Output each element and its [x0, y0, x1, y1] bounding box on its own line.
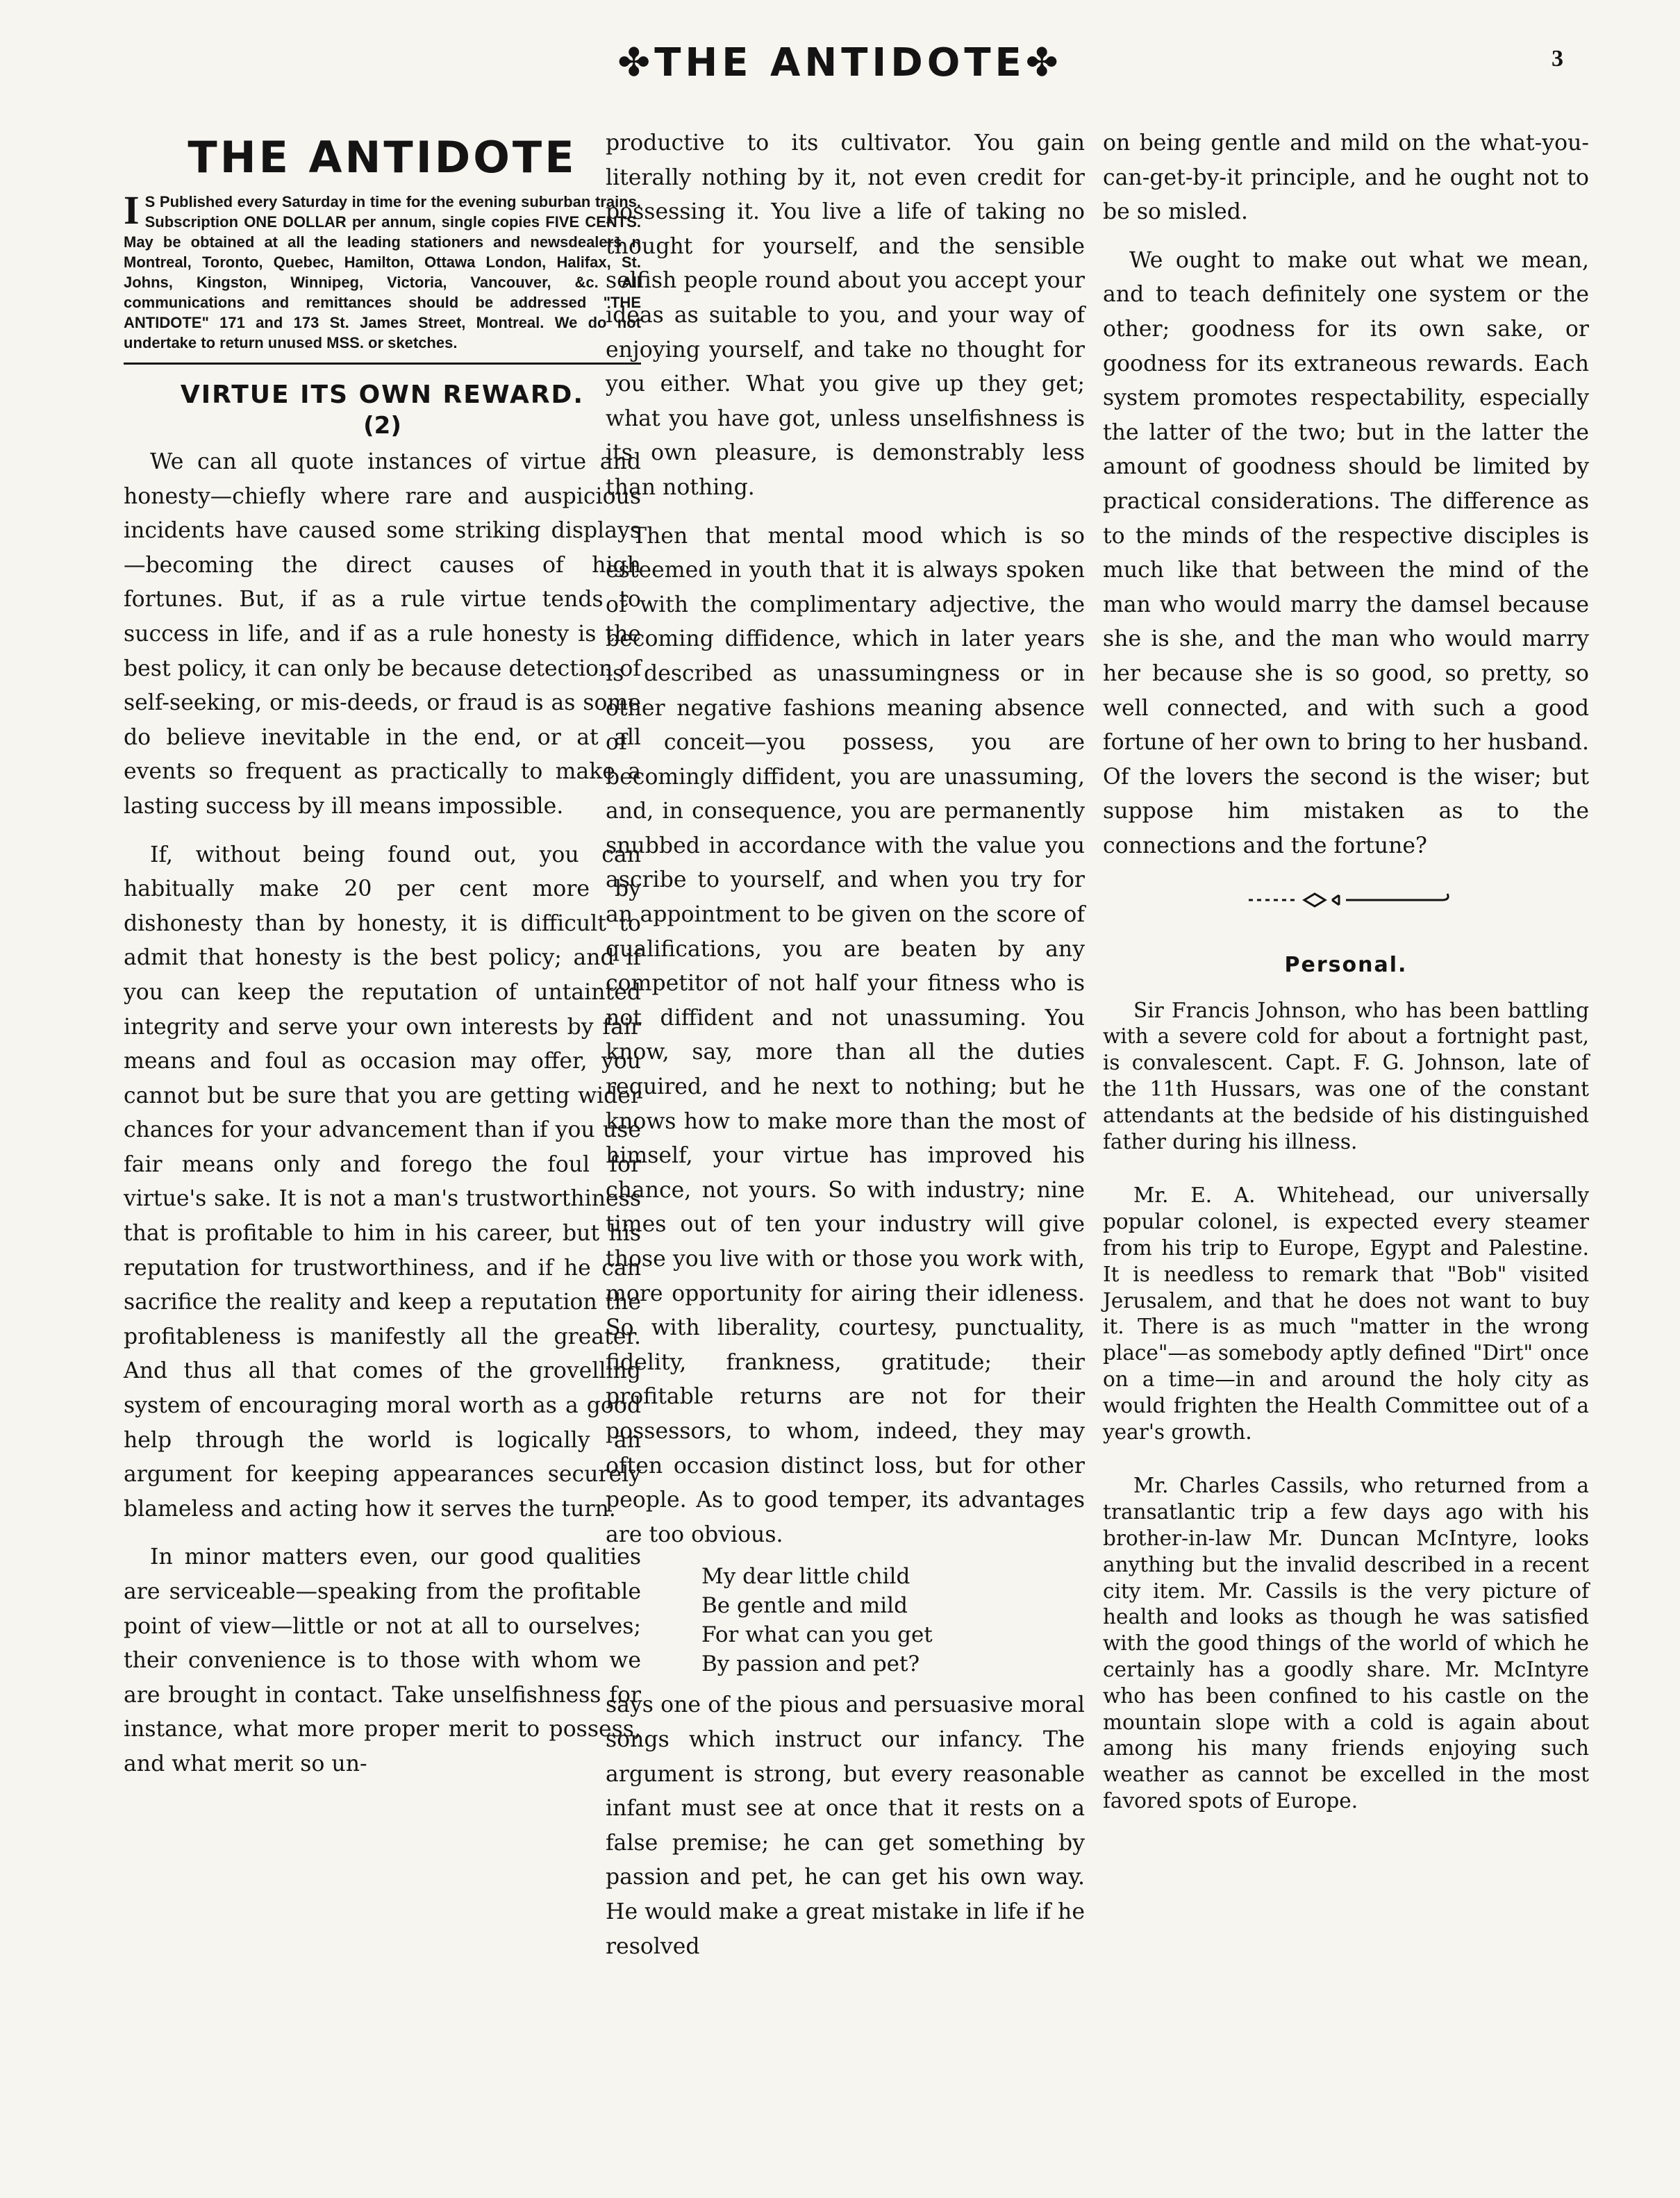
publication-notice-text: S Published every Saturday in time for the evening suburban trains. Subscription ONE DOLLAR per annum, single copies FIVE CENTS. May be obtained at all the leading stationers and newsdealers n Montreal, Toronto, Quebec, Hamilton, Ottawa London, Halifax, St. Johns, Kingston, Winnipeg, Victoria, Vancouver, &c. All communications and remittances should be addressed "THE ANTIDOTE" 171 and 173 St. James Street, Montreal. We do not undertake to return unused MSS. or sketches.	[124, 193, 641, 351]
verse-line: Be gentle and mild	[701, 1593, 908, 1619]
verse-line: By passion and pet?	[701, 1651, 920, 1677]
article-title: VIRTUE ITS OWN REWARD.	[180, 381, 585, 409]
article-paragraph: We ought to make out what we mean, and to teach definitely one system or the other; goodness for its own sake, or goodness for its extraneous rewards. Each system promotes respectability, especially the latter of the two; but in the latter the amount of goodness should be limited by practical considerations. The difference as to the minds of the respective disciples is much like that between the mind of the man who would marry the damsel because she is she, and the man who would marry her because she is so good, so pretty, so well connected, and with such a good fortune of her own to bring to her husband. Of the lovers the second is the wiser; but suppose him mistaken as to the connections and the fortune?	[1103, 247, 1589, 858]
personal-news	[1103, 998, 1589, 1815]
article-paragraph: In minor matters even, our good qualities are serviceable—speaking from the profitable point of view—little or not at all to ourselves; their convenience is to those with whom we are brought in contact. Take unselfishness for instance, what more proper merit to possess, and what merit so un-	[124, 1545, 641, 1776]
verse	[701, 1562, 1085, 1679]
masthead-title: ✤THE ANTIDOTE✤	[617, 40, 1063, 85]
news-item: Mr. Charles Cassils, who returned from a transatlantic trip a few days ago with his brother-in-law Mr. Duncan McIntyre, looks anything but the invalid described in a recent city item. Mr. Cassils is the very picture of health and looks as though he was satisfied with the good things of the world of which he certainly has a goodly share. Mr. McIntyre who has been confined to his castle on the mountain slope with a cold is again about among his many friends enjoying such weather as cannot be excelled in the most favored spots of Europe.	[1103, 1474, 1589, 1813]
column-2	[606, 126, 1085, 1964]
news-item: Mr. E. A. Whitehead, our universally popular colonel, is expected every steamer from his trip to Europe, Egypt and Palestine. It is needless to remark that "Bob" visited Jerusalem, and that he does not want to buy it. There is as much "matter in the wrong place"—as somebody aptly defined "Dirt" once on a time—in and around the holy city as would frighten the Health Committee out of a year's growth.	[1103, 1183, 1589, 1444]
article-paragraph: on being gentle and mild on the what-you-can-get-by-it principle, and he ought not to be so misled.	[1103, 131, 1589, 225]
masthead	[0, 40, 1680, 103]
paper-title: THE ANTIDOTE	[188, 132, 577, 183]
column-3	[1103, 126, 1589, 1815]
article-paragraph: productive to its cultivator. You gain literally nothing by it, not even credit for possessing it. You live a life of taking no thought for yourself, and the sensible selfish people round about you accept your ideas as suitable to you, and your way of enjoying yourself, and take no thought for you either. What you give up they get; what you have got, unless unselfishness is its own pleasure, is demonstrably less than nothing.	[606, 131, 1085, 500]
article-paragraph: Then that mental mood which is so esteemed in youth that it is always spoken of with the complimentary adjective, the becoming diffidence, which in later years is described as unassumingness or in other negative fashions meaning absence of conceit—you possess, you are becomingly diffident, you are unassuming, and, in consequence, you are permanently snubbed in accordance with the value you ascribe to yourself, and when you try for an appointment to be given on the score of qualifications, you are beaten by any competitor of not half your fitness who is not diffident and not unassuming. You know, say, more than all the duties required, and he next to nothing; but he knows how to make more than the most of himself, your virtue has improved his chance, not yours. So with industry; nine times out of ten your industry will give those you live with or those you work with, more opportunity for airing their idleness. So with liberality, courtesy, punctuality, fidelity, frankness, gratitude; their profitable returns are not for their possessors, to whom, indeed, they may often occasion distinct loss, but for other people. As to good temper, its advantages are too obvious.	[606, 523, 1085, 1547]
news-item: Sir Francis Johnson, who has been battling with a severe cold for about a fortnight past, is convalescent. Capt. F. G. Johnson, late of the 11th Hussars, was one of the constant attendants at the bedside of his distinguished father during his illness.	[1103, 998, 1589, 1154]
article-paragraph: If, without being found out, you can habitually make 20 per cent more by dishonesty than by honesty, it is difficult to admit that honesty is the best policy; and if you can keep the reputation of untainted integrity and serve your own interests by fair means and foul as occasion may offer, you cannot but be sure that you are getting wider chances for your advancement than if you use fair means only and forego the foul for virtue's sake. It is not a man's trustworthiness that is profitable to him in his career, but his reputation for trustworthiness, and if he can sacrifice the reality and keep a reputation the profitableness is manifestly all the greater. And thus all that comes of the grovelling system of encouraging moral worth as a good help through the world is logically an argument for keeping appearances securely blameless and acting how it serves the turn.	[124, 842, 641, 1522]
ornament-divider-icon	[1103, 887, 1589, 922]
article-part-number: (2)	[363, 412, 401, 440]
verse-line: For what can you get	[701, 1622, 933, 1648]
page-number: 3	[1552, 46, 1563, 72]
publication-notice	[124, 188, 641, 365]
drop-cap: I	[124, 188, 140, 233]
column-1	[124, 125, 641, 1782]
verse-line: My dear little child	[701, 1564, 910, 1590]
personal-section-title: Personal.	[1284, 953, 1408, 978]
article-paragraph: says one of the pious and persuasive moral songs which instruct our infancy. The argument is strong, but every reasonable infant must see at once that it rests on a false premise; he can get something by passion and pet, he can get his own way. He would make a great mistake in life if he resolved	[606, 1692, 1085, 1959]
article-paragraph: We can all quote instances of virtue and honesty—chiefly where rare and auspicious incidents have caused some striking displays—becoming the direct causes of high fortunes. But, if as a rule virtue tends to success in life, and if as a rule honesty is the best policy, it can only be because detection of self-seeking, or mis-deeds, or fraud is as some do believe inevitable in the end, or at all events so frequent as practically to make a lasting success by ill means impossible.	[124, 449, 641, 819]
